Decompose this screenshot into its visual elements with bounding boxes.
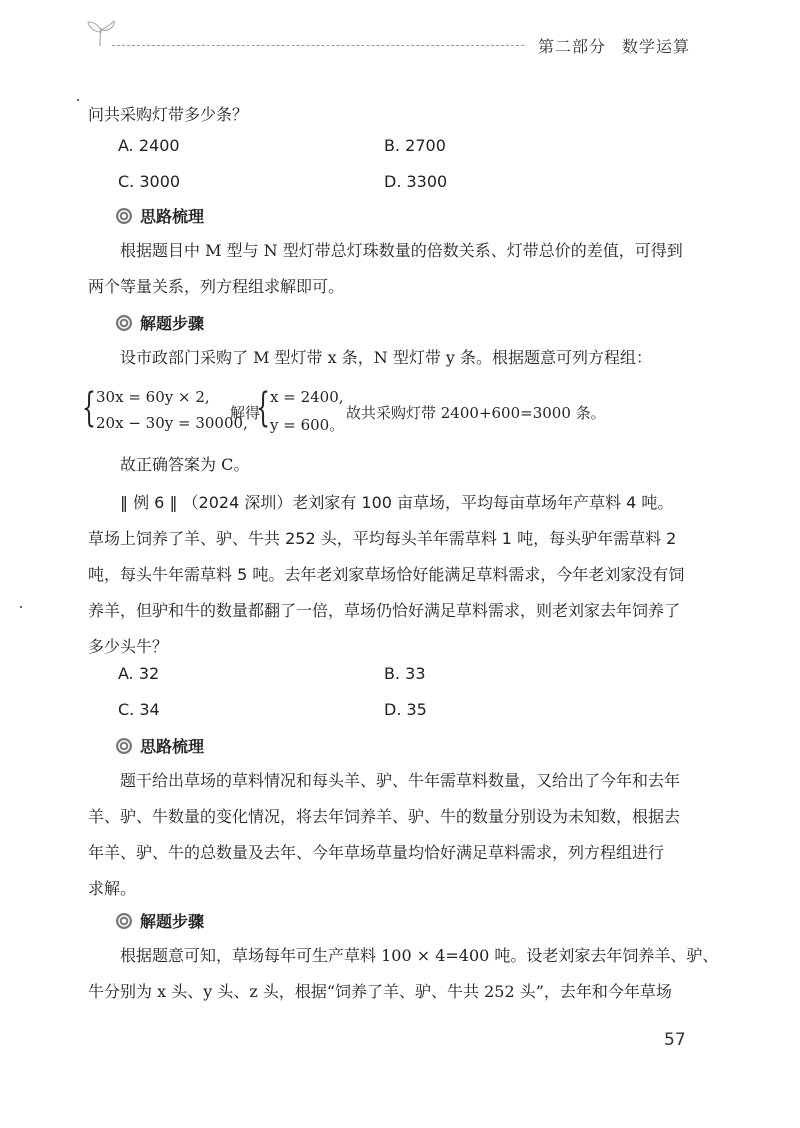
option-a: A. 32 (118, 664, 160, 683)
paragraph-line: 题干给出草场的草料情况和每头羊、驴、牛年需草料数量，又给出了今年和去年 (120, 771, 681, 790)
option-d: D. 3300 (384, 172, 448, 191)
section-title (538, 34, 690, 57)
paragraph-line: 两个等量关系，列方程组求解即可。 (88, 277, 345, 296)
equation-system (84, 386, 724, 436)
paragraph-line: 设市政部门采购了 M 型灯带 x 条，N 型灯带 y 条。根据题意可列方程组： (120, 348, 653, 367)
option-c: C. 3000 (118, 172, 181, 191)
header-divider (112, 45, 524, 46)
option-d: D. 35 (384, 700, 427, 719)
chapter-label: 数学运算 (622, 37, 691, 56)
heading-label: 解题步骤 (140, 314, 205, 333)
paragraph-line: 牛分别为 x 头、y 头、z 头，根据“饲养了羊、驴、牛共 252 头”，去年和今年草场 (88, 982, 672, 1001)
q6-steps-text (0, 938, 800, 1010)
question-line: 草场上饲养了羊、驴、牛共 252 头，平均每头羊年需草料 1 吨，每头驴年需草料 2 (88, 529, 677, 548)
q6-stem (0, 485, 800, 665)
question-text: 问共采购灯带多少条？ (88, 105, 249, 124)
question-line: 养羊，但驴和牛的数量都翻了一倍，草场仍恰好满足草料需求，则老刘家去年饲养了 (88, 601, 681, 620)
paragraph-line: 羊、驴、牛数量的变化情况，将去年饲养羊、驴、牛的数量分别设为未知数，根据去 (88, 807, 681, 826)
paragraph-line: 根据题目中 M 型与 N 型灯带总灯珠数量的倍数关系、灯带总价的差值，可得到 (120, 241, 683, 260)
paragraph-line: 年羊、驴、牛的总数量及去年、今年草场草量均恰好满足草料需求，列方程组进行 (88, 843, 665, 862)
q5-answer (0, 447, 800, 483)
heading-label: 思路梳理 (140, 737, 205, 756)
q5-stem-tail (0, 97, 800, 133)
section-badge-icon (116, 738, 132, 754)
heading-label: 思路梳理 (140, 207, 205, 226)
left-brace: { (256, 385, 270, 431)
heading-label: 解题步骤 (140, 912, 205, 931)
section-badge-icon (116, 208, 132, 224)
q6-analysis-heading (116, 735, 204, 759)
sprout-icon (84, 20, 118, 48)
equation-conclusion: 故共采购灯带 2400+600=3000 条。 (346, 404, 606, 422)
equation-line: y = 600。 (270, 416, 345, 434)
equation-line: x = 2400, (270, 388, 344, 406)
q6-analysis-text (0, 763, 800, 907)
section-badge-icon (116, 315, 132, 331)
q6-options-row-2 (118, 698, 678, 722)
equation-line: 20x − 30y = 30000, (96, 414, 248, 432)
left-brace: { (82, 385, 96, 431)
part-label: 第二部分 (538, 37, 607, 56)
equation-line: 30x = 60y × 2, (96, 388, 210, 406)
q6-options-row-1 (118, 662, 678, 686)
option-b: B. 33 (384, 664, 426, 683)
option-b: B. 2700 (384, 136, 446, 155)
q6-steps-heading (116, 910, 204, 934)
question-line: 吨，每头牛年需草料 5 吨。去年老刘家草场恰好能满足草料需求，今年老刘家没有饲 (88, 565, 685, 584)
q5-options-row-2 (118, 170, 678, 194)
q5-steps-heading (116, 312, 204, 336)
solve-word: 解得 (230, 404, 261, 422)
paragraph-line: 根据题意可知，草场每年可生产草料 100 × 4=400 吨。设老刘家去年饲养羊、驴、 (120, 946, 719, 965)
option-a: A. 2400 (118, 136, 180, 155)
question-line: 多少头牛？ (88, 637, 169, 656)
q5-analysis-heading (116, 205, 204, 229)
page-number: 57 (664, 1030, 686, 1050)
option-c: C. 34 (118, 700, 160, 719)
q5-steps-intro (0, 340, 800, 376)
q5-options-row-1 (118, 134, 678, 158)
answer-line: 故正确答案为 C。 (120, 455, 250, 474)
paragraph-line: 求解。 (88, 879, 137, 898)
question-line: ‖ 例 6 ‖ （2024 深圳）老刘家有 100 亩草场，平均每亩草场年产草料 4 吨。 (120, 493, 674, 512)
q5-analysis-text (0, 233, 800, 305)
page-header (0, 0, 800, 70)
section-badge-icon (116, 913, 132, 929)
